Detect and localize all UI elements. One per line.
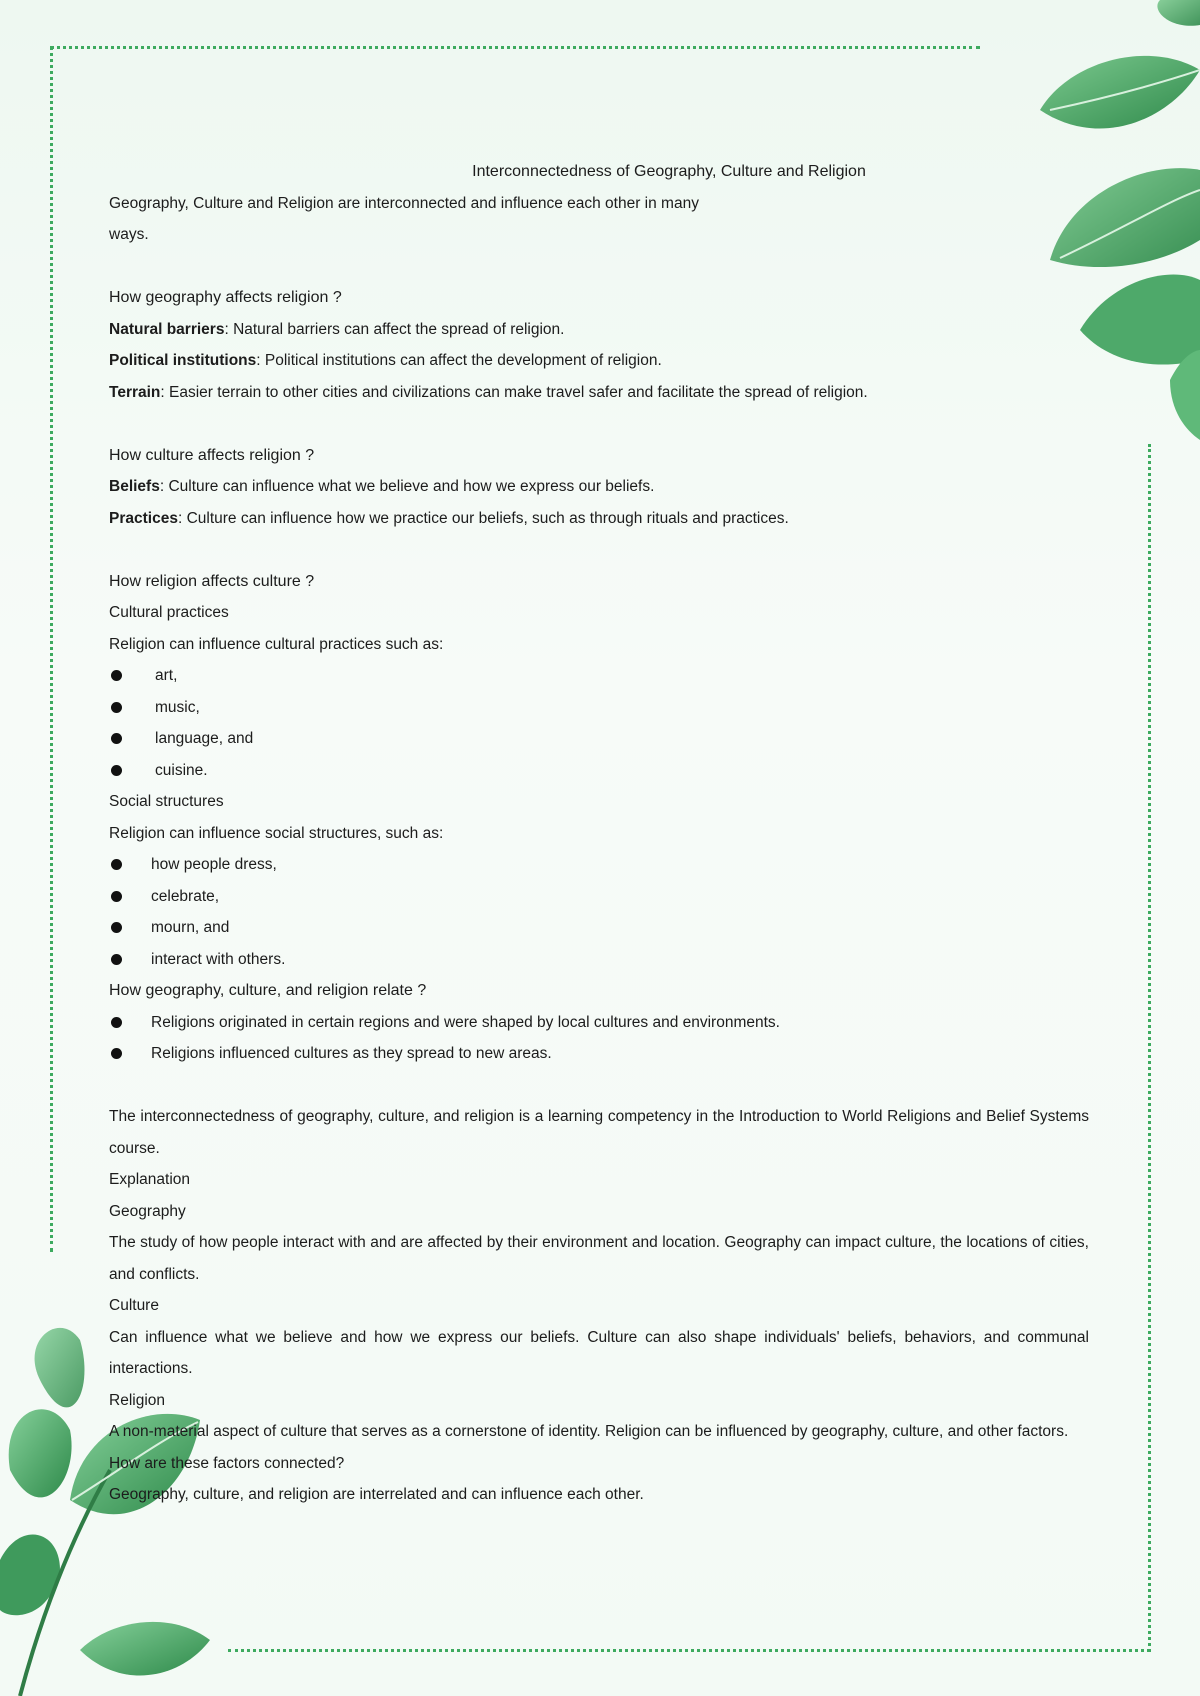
list-item-text: celebrate, bbox=[151, 887, 220, 905]
spacer bbox=[109, 408, 1089, 440]
cultural-practices-list bbox=[109, 660, 1089, 786]
dotted-border-right bbox=[1148, 444, 1151, 1652]
list-item bbox=[109, 912, 1089, 944]
bullet-icon bbox=[111, 954, 122, 965]
list-item-text: mourn, and bbox=[151, 919, 230, 936]
bullet-icon bbox=[111, 1048, 122, 1059]
spacer bbox=[109, 1070, 1089, 1102]
bullet-icon bbox=[111, 733, 122, 744]
dotted-border-bottom bbox=[228, 1649, 1150, 1652]
closing-paragraph: The interconnectedness of geography, culture, and religion is a learning competency in the Introduction to World Religions and Belief Systems course. bbox=[109, 1108, 1089, 1157]
list-item bbox=[109, 723, 1089, 755]
section-heading-geography-religion: How geography affects religion ? bbox=[109, 289, 342, 306]
subheading-cultural-practices: Cultural practices bbox=[109, 604, 229, 621]
term-text: : Culture can influence what we believe and how we express our beliefs. bbox=[159, 478, 655, 495]
religion-label: Religion bbox=[109, 1391, 166, 1409]
intro-line-1: Geography, Culture and Religion are interconnected and influence each other in many bbox=[109, 194, 699, 212]
spacer bbox=[109, 251, 1089, 283]
religion-definition: A non-material aspect of culture that serves as a cornerstone of identity. Religion can be influenced by geography, culture, and other factors. bbox=[109, 1423, 1069, 1440]
explanation-label: Explanation bbox=[109, 1171, 191, 1188]
dotted-border-top bbox=[50, 46, 980, 49]
term-text: : Political institutions can affect the development of religion. bbox=[256, 352, 662, 369]
term-terrain bbox=[109, 377, 1089, 409]
bullet-icon bbox=[111, 922, 122, 933]
bullet-icon bbox=[111, 702, 122, 713]
list-item-text: music, bbox=[155, 698, 200, 716]
bullet-icon bbox=[111, 1017, 122, 1028]
list-item bbox=[109, 1007, 1089, 1039]
subheading-social-structures: Social structures bbox=[109, 793, 224, 810]
document-title: Interconnectedness of Geography, Culture and Religion bbox=[472, 163, 866, 180]
list-item bbox=[109, 755, 1089, 787]
term-natural-barriers bbox=[109, 314, 1089, 346]
geography-definition: The study of how people interact with and are affected by their environment and location. Geography can impact culture, the locations of cities, and conflicts. bbox=[109, 1234, 1089, 1283]
list-item-text: Religions influenced cultures as they spread to new areas. bbox=[151, 1045, 552, 1062]
geography-label: Geography bbox=[109, 1202, 186, 1220]
list-item bbox=[109, 944, 1089, 976]
connection-question: How are these factors connected? bbox=[109, 1454, 345, 1472]
term-label: Practices bbox=[109, 509, 178, 527]
term-practices bbox=[109, 503, 1089, 535]
list-item-text: interact with others. bbox=[151, 950, 286, 968]
list-item bbox=[109, 1038, 1089, 1070]
list-item-text: how people dress, bbox=[151, 856, 277, 873]
list-item-text: Religions originated in certain regions and were shaped by local cultures and environments. bbox=[151, 1013, 780, 1031]
term-label: Political institutions bbox=[109, 352, 257, 369]
term-beliefs bbox=[109, 471, 1089, 503]
term-text: : Culture can influence how we practice our beliefs, such as through rituals and practices. bbox=[177, 509, 789, 527]
term-label: Natural barriers bbox=[109, 320, 225, 338]
term-political-institutions bbox=[109, 345, 1089, 377]
list-item-text: art, bbox=[155, 667, 178, 684]
list-item bbox=[109, 692, 1089, 724]
social-structures-list bbox=[109, 849, 1089, 975]
connection-answer: Geography, culture, and religion are interrelated and can influence each other. bbox=[109, 1486, 644, 1503]
intro-line-2: ways. bbox=[109, 226, 149, 243]
section-heading-relationship: How geography, culture, and religion relate ? bbox=[109, 982, 427, 999]
list-item-text: cuisine. bbox=[155, 761, 208, 779]
list-item bbox=[109, 849, 1089, 881]
bullet-icon bbox=[111, 859, 122, 870]
bullet-icon bbox=[111, 765, 122, 776]
culture-definition: Can influence what we believe and how we express our beliefs. Culture can also shape individuals' beliefs, behaviors, and communal interactions. bbox=[109, 1328, 1089, 1377]
term-text: : Easier terrain to other cities and civilizations can make travel safer and facilitate the spread of religion. bbox=[160, 383, 868, 401]
dotted-border-left bbox=[50, 46, 53, 1252]
bullet-icon bbox=[111, 891, 122, 902]
social-structures-intro: Religion can influence social structures, such as: bbox=[109, 824, 444, 842]
list-item bbox=[109, 881, 1089, 913]
spacer bbox=[109, 534, 1089, 566]
list-item-text: language, and bbox=[155, 730, 254, 747]
term-text: : Natural barriers can affect the spread of religion. bbox=[224, 320, 565, 338]
term-label: Beliefs bbox=[109, 478, 160, 495]
document-body bbox=[109, 156, 1089, 1511]
section-heading-culture-religion: How culture affects religion ? bbox=[109, 446, 315, 464]
section-heading-religion-culture: How religion affects culture ? bbox=[109, 572, 315, 590]
bullet-icon bbox=[111, 670, 122, 681]
relationship-list bbox=[109, 1007, 1089, 1070]
term-label: Terrain bbox=[109, 383, 161, 401]
cultural-practices-intro: Religion can influence cultural practices such as: bbox=[109, 635, 444, 653]
list-item bbox=[109, 660, 1089, 692]
culture-label: Culture bbox=[109, 1297, 159, 1314]
